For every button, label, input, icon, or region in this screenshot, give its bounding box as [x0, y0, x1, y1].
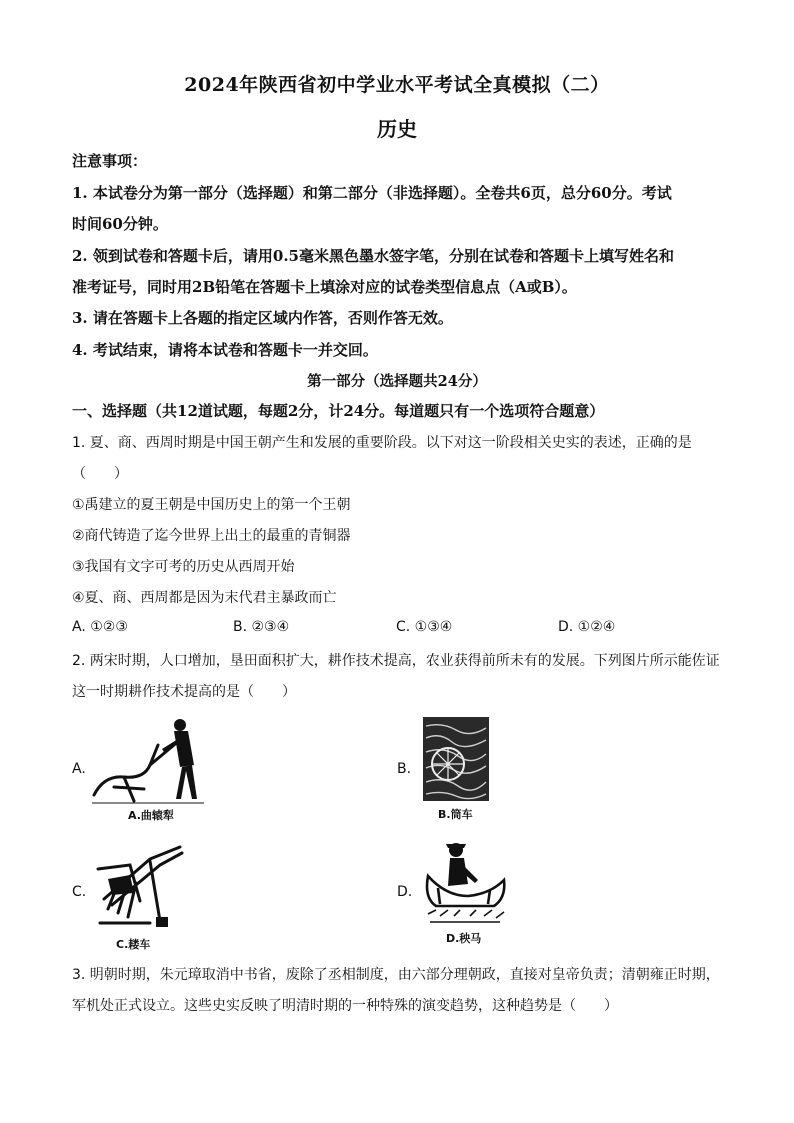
q1-statement-2: ②商代铸造了迄今世界上出土的最重的青铜器: [72, 528, 351, 544]
q2-option-b-letter[interactable]: B.: [397, 761, 412, 777]
note-line-3: 2. 领到试卷和答题卡后，请用0.5毫米黑色墨水签字笔，分别在试卷和答题卡上填写姓名和: [72, 247, 674, 265]
notes-heading: 注意事项：: [72, 152, 148, 170]
tube-waterwheel-woodcut-icon: [422, 716, 490, 802]
seedling-horse-drawing-icon: [420, 840, 510, 928]
note-line-5: 3. 请在答题卡上各题的指定区域内作答，否则作答无效。: [72, 309, 453, 327]
seed-drill-drawing-icon: [90, 839, 186, 935]
q2-stem-line-1: 2. 两宋时期，人口增加，垦田面积扩大，耕作技术提高，农业获得前所未有的发展。下列图片所示能佐证: [72, 653, 720, 669]
note-line-4: 准考证号，同时用2B铅笔在答题卡上填涂对应的试卷类型信息点（A或B）。: [72, 278, 577, 296]
curved-plough-drawing-icon: [84, 715, 214, 807]
q2-option-a-letter[interactable]: A.: [72, 761, 86, 777]
q1-statement-1: ①禹建立的夏王朝是中国历史上的第一个王朝: [72, 497, 351, 513]
q3-stem-line-1: 3. 明朝时期，朱元璋取消中书省，废除了丞相制度，由六部分理朝政，直接对皇帝负责；清朝雍正时期，: [72, 967, 720, 983]
q2-option-b-caption: B.筒车: [438, 808, 473, 821]
q1-option-d[interactable]: D. ①②④: [558, 619, 616, 635]
q2-option-a-caption: A.曲辕犁: [128, 809, 174, 822]
note-line-1: 1. 本试卷分为第一部分（选择题）和第二部分（非选择题）。全卷共6页，总分60分。考试: [72, 184, 672, 202]
part1-instruction: 一、选择题（共12道试题，每题2分，计24分。每道题只有一个选项符合题意）: [72, 402, 605, 420]
q1-option-a[interactable]: A. ①②③: [72, 619, 128, 635]
q1-stem-line-1: 1. 夏、商、西周时期是中国王朝产生和发展的重要阶段。以下对这一阶段相关史实的表述，正确的是: [72, 435, 692, 451]
q1-stem-line-2: （ ）: [72, 466, 128, 482]
q1-statement-3: ③我国有文字可考的历史从西周开始: [72, 559, 295, 575]
part1-heading: 第一部分（选择题共24分）: [307, 373, 487, 390]
note-line-6: 4. 考试结束，请将本试卷和答题卡一并交回。: [72, 341, 378, 359]
exam-title: 2024年陕西省初中学业水平考试全真模拟（二）: [184, 74, 610, 96]
q3-stem-line-2: 军机处正式设立。这些史实反映了明清时期的一种特殊的演变趋势，这种趋势是（ ）: [72, 998, 618, 1014]
note-line-2: 时间60分钟。: [72, 215, 168, 233]
q1-option-b[interactable]: B. ②③④: [233, 619, 290, 635]
subject-title: 历史: [377, 117, 417, 141]
q2-option-c-letter[interactable]: C.: [72, 884, 87, 900]
q2-option-c-caption: C.耧车: [116, 938, 151, 951]
q1-option-c[interactable]: C. ①③④: [396, 619, 453, 635]
q1-statement-4: ④夏、商、西周都是因为末代君主暴政而亡: [72, 590, 337, 606]
q2-option-d-caption: D.秧马: [446, 932, 482, 945]
q2-stem-line-2: 这一时期耕作技术提高的是（ ）: [72, 684, 296, 700]
q2-option-d-letter[interactable]: D.: [397, 884, 413, 900]
